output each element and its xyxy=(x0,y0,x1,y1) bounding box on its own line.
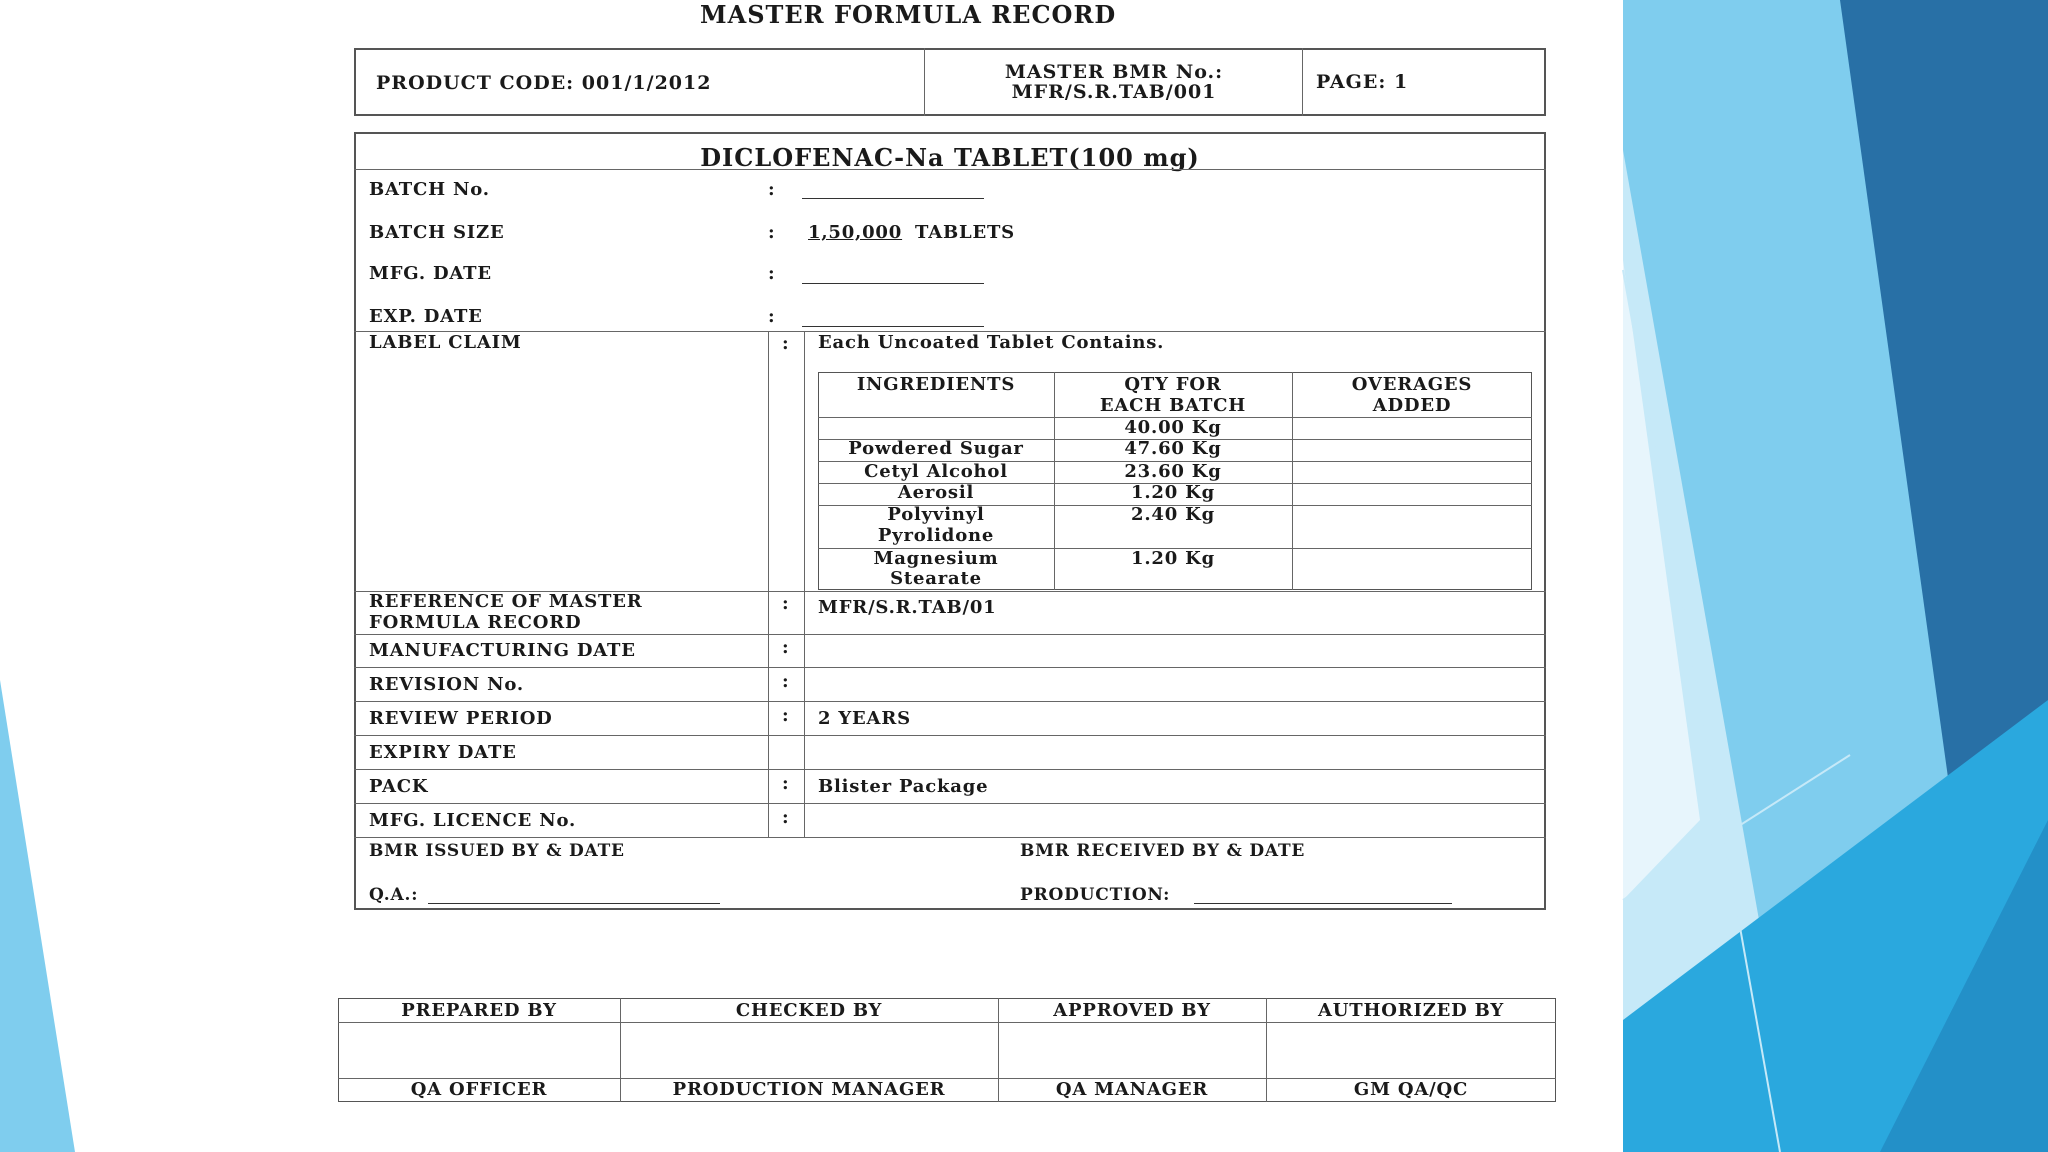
info-row-rule-2 xyxy=(354,634,1546,635)
mfg-date-blank xyxy=(802,283,984,284)
signatures-header-rule xyxy=(338,1022,1556,1023)
pack-value: Blister Package xyxy=(818,776,989,797)
exp-date-blank xyxy=(802,326,984,327)
info-row-rule-8 xyxy=(354,837,1546,838)
ingredient-name: Polyvinyl xyxy=(887,504,985,525)
ingredient-qty: 1.20 Kg xyxy=(1131,548,1215,569)
bmr-number-label: MASTER BMR No.: xyxy=(1004,61,1224,83)
colon: : xyxy=(782,773,790,794)
label-claim-label: LABEL CLAIM xyxy=(369,332,522,353)
qa-manager-title: QA MANAGER xyxy=(1055,1079,1209,1100)
authorized-by-label: AUTHORIZED BY xyxy=(1317,1000,1504,1021)
left-facet xyxy=(0,680,75,1152)
info-row-rule-7 xyxy=(354,803,1546,804)
bmr-received-label: BMR RECEIVED BY & DATE xyxy=(1020,841,1306,861)
header-overages-line1: OVERAGES xyxy=(1351,374,1473,395)
batch-size-qty: 1,50,000 xyxy=(808,222,903,243)
colon: : xyxy=(768,306,776,327)
header-ingredients: INGREDIENTS xyxy=(856,374,1016,395)
review-period-label: REVIEW PERIOD xyxy=(369,708,553,729)
manufacturing-date-label: MANUFACTURING DATE xyxy=(369,640,636,661)
ingredient-qty: 47.60 Kg xyxy=(1124,438,1222,459)
pack-label: PACK xyxy=(369,776,429,797)
info-row-rule-6 xyxy=(354,769,1546,770)
header-divider-2 xyxy=(1302,48,1303,116)
ingredient-name: Aerosil xyxy=(897,482,975,503)
qa-officer-title: QA OFFICER xyxy=(410,1079,548,1100)
bmr-issued-label: BMR ISSUED BY & DATE xyxy=(369,841,625,861)
colon: : xyxy=(782,705,790,726)
header-overages-line2: ADDED xyxy=(1372,395,1452,416)
colon: : xyxy=(782,637,790,658)
ingredient-qty: 23.60 Kg xyxy=(1124,461,1222,482)
ingredient-qty: 40.00 Kg xyxy=(1124,417,1222,438)
production-signature-blank xyxy=(1194,903,1452,904)
mfg-date-label: MFG. DATE xyxy=(369,263,492,284)
ingredient-name-line2: Pyrolidone xyxy=(877,525,995,546)
colon: : xyxy=(782,807,790,828)
batch-size-unit: TABLETS xyxy=(915,222,1015,243)
ingredient-qty: 1.20 Kg xyxy=(1131,482,1215,503)
product-name: DICLOFENAC-Na TABLET(100 mg) xyxy=(700,143,1200,172)
approved-by-label: APPROVED BY xyxy=(1053,1000,1211,1021)
ingredient-name: Powdered Sugar xyxy=(848,438,1024,459)
product-code: PRODUCT CODE: 001/1/2012 xyxy=(376,72,712,94)
ingredient-name: Cetyl Alcohol xyxy=(864,461,1008,482)
header-qty-line2: EACH BATCH xyxy=(1099,395,1247,416)
bmr-number-value: MFR/S.R.TAB/001 xyxy=(1011,81,1217,103)
colon-column-left xyxy=(768,331,769,837)
mfg-licence-label: MFG. LICENCE No. xyxy=(369,810,577,831)
header-divider-1 xyxy=(924,48,925,116)
master-formula-document xyxy=(330,0,1570,1152)
checked-by-label: CHECKED BY xyxy=(735,1000,883,1021)
title-rule xyxy=(354,169,1546,170)
batch-no-blank xyxy=(802,198,984,199)
colon-column-right xyxy=(804,331,805,837)
qa-signature-blank xyxy=(428,903,720,904)
production-manager-title: PRODUCTION MANAGER xyxy=(672,1079,946,1100)
gm-qaqc-title: GM QA/QC xyxy=(1353,1079,1469,1100)
review-period-value: 2 YEARS xyxy=(818,708,911,729)
colon: : xyxy=(782,333,790,354)
production-signature-label: PRODUCTION: xyxy=(1020,885,1171,905)
header-qty-line1: QTY FOR xyxy=(1124,374,1222,395)
info-row-rule-5 xyxy=(354,735,1546,736)
prepared-by-label: PREPARED BY xyxy=(401,1000,557,1021)
batch-size-label: BATCH SIZE xyxy=(369,222,505,243)
exp-date-label: EXP. DATE xyxy=(369,306,483,327)
ingredient-name-line2: Stearate xyxy=(890,568,982,589)
colon: : xyxy=(768,222,776,243)
reference-label-line1: REFERENCE OF MASTER xyxy=(369,591,643,612)
revision-no-label: REVISION No. xyxy=(369,674,524,695)
expiry-date-label: EXPIRY DATE xyxy=(369,742,517,763)
label-claim-intro: Each Uncoated Tablet Contains. xyxy=(818,332,1165,353)
qa-signature-label: Q.A.: xyxy=(369,885,419,905)
batch-no-label: BATCH No. xyxy=(369,179,490,200)
document-title: MASTER FORMULA RECORD xyxy=(700,0,1117,29)
page-number: PAGE: 1 xyxy=(1316,71,1409,93)
colon: : xyxy=(768,179,776,200)
reference-label-line2: FORMULA RECORD xyxy=(369,612,582,633)
colon: : xyxy=(768,263,776,284)
reference-value: MFR/S.R.TAB/01 xyxy=(818,597,997,618)
colon: : xyxy=(782,671,790,692)
info-row-rule-4 xyxy=(354,701,1546,702)
colon: : xyxy=(782,593,790,614)
ingredient-name: Magnesium xyxy=(873,548,999,569)
info-row-rule-3 xyxy=(354,667,1546,668)
ingredient-qty: 2.40 Kg xyxy=(1131,504,1215,525)
